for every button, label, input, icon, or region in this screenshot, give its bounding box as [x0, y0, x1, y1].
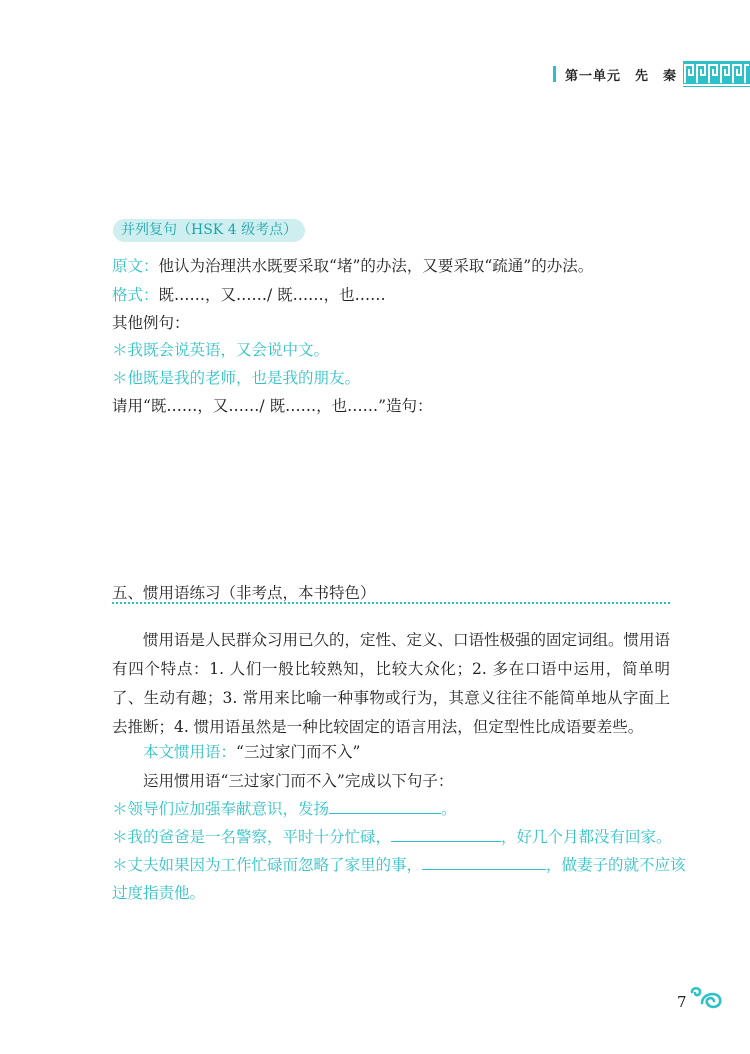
answer-blank-1[interactable]: [329, 800, 441, 814]
header-accent-bar: [553, 66, 556, 82]
exercise-sentence-2: [112, 825, 672, 847]
format-line: [112, 283, 386, 305]
exercise-sentence-3-continued: 过度指责他。: [112, 884, 206, 902]
answer-blank-3[interactable]: [422, 856, 546, 870]
sentence-3-end: ，做妻子的就不应该: [546, 856, 686, 874]
make-sentence-prompt: 请用“既……，又……/ 既……，也……”造句：: [112, 397, 433, 415]
sentence-2-end: ，好几个月都没有回家。: [501, 828, 672, 846]
exercise-sentence-1: [112, 797, 457, 819]
section-title: 五、惯用语练习（非考点，本书特色）: [112, 584, 376, 602]
original-label: 原文：: [112, 257, 159, 275]
example-sentence-1: ＊我既会说英语，又会说中文。: [112, 341, 330, 359]
sentence-3-start: ＊丈夫如果因为工作忙碌而忽略了家里的事，: [112, 856, 423, 874]
original-text: 他认为治理洪水既要采取“堵”的办法，又要采取“疏通”的办法。: [158, 257, 594, 275]
other-examples-heading: 其他例句：: [112, 314, 190, 332]
unit-title: 第一单元 先 秦: [565, 69, 678, 84]
sentence-1-end: 。: [441, 800, 457, 818]
format-label: 格式：: [112, 286, 159, 304]
swirl-ornament-icon: [689, 985, 723, 1011]
idiom-line: [143, 740, 360, 762]
sentence-2-start: ＊我的爸爸是一名警察，平时十分忙碌，: [112, 828, 392, 846]
exercise-sentence-3: [112, 853, 686, 875]
exercise-instruction: 运用惯用语“三过家门而不入”完成以下句子：: [143, 772, 454, 790]
example-sentence-2: ＊他既是我的老师，也是我的朋友。: [112, 369, 361, 387]
answer-blank-2[interactable]: [391, 828, 501, 842]
idiom-label: 本文惯用语：: [143, 743, 237, 761]
idiom-text: “三过家门而不入”: [236, 743, 361, 761]
original-sentence: [112, 254, 593, 276]
format-text: 既……，又……/ 既……，也……: [158, 286, 386, 304]
sentence-1-start: ＊领导们应加强奉献意识，发扬: [112, 800, 330, 818]
idiom-intro-paragraph: 惯用语是人民群众习用已久的，定性、定义、口语性极强的固定词组。惯用语有四个特点：1. 人们一般比较熟知，比较大众化；2. 多在口语中运用，简单明了、生动有趣；3. 常用来比喻一种事物或行为，其意义往往不能简单地从字面上去推断；4. 惯用语虽然是一种比较固定的语言用法，但定型性比成语要差些。: [112, 631, 671, 736]
section-divider: [112, 602, 670, 604]
grammar-topic-badge: 并列复句（HSK 4 级考点）: [113, 219, 305, 242]
page-number: 7: [677, 993, 687, 1011]
fret-pattern-icon: [683, 61, 750, 87]
